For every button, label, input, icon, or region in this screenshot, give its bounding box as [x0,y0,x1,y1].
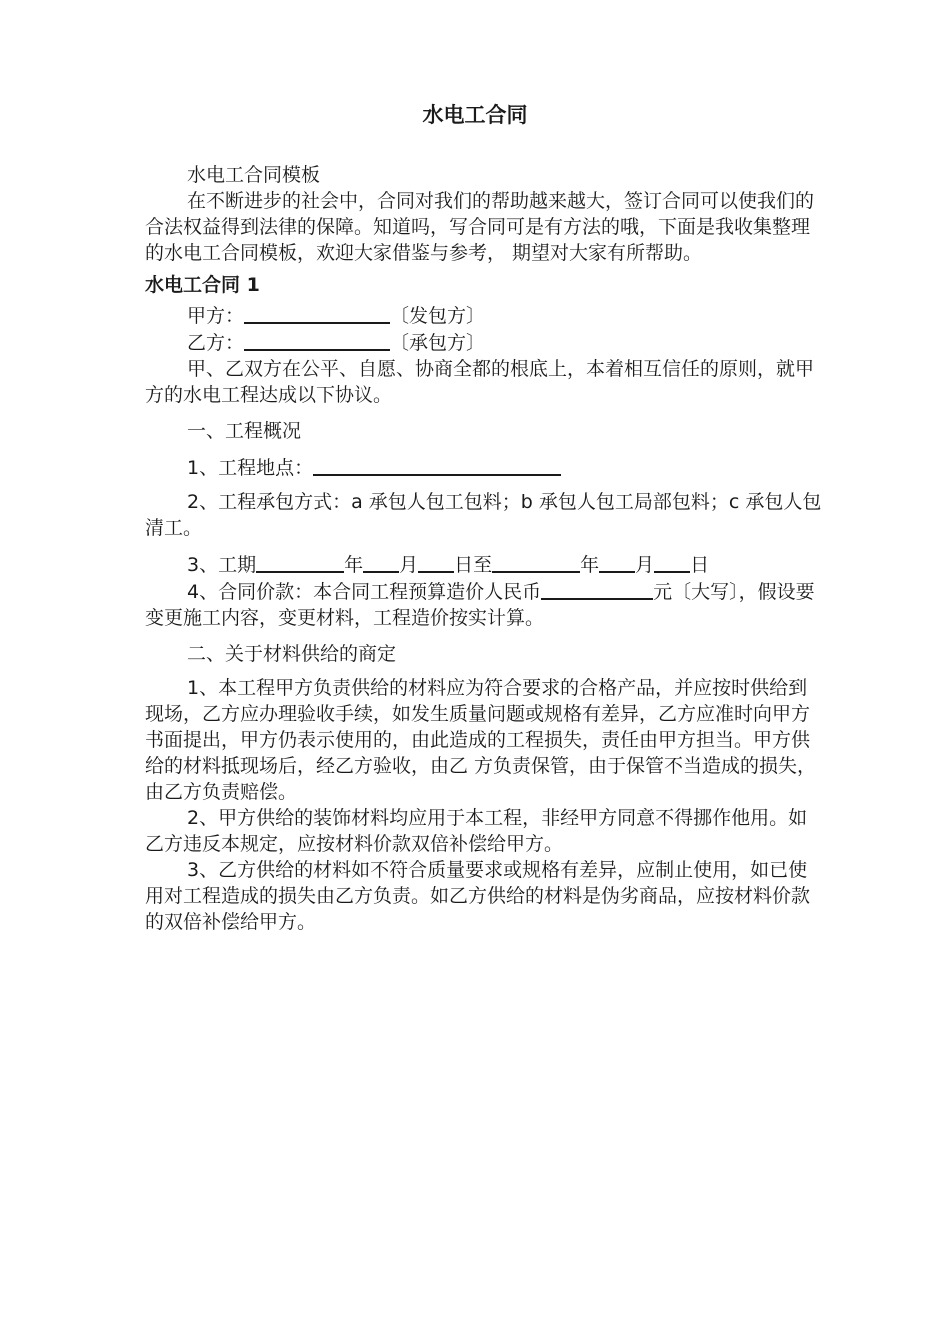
clause-1: 1、本工程甲方负责供给的材料应为符合要求的合格产品，并应按时供给到现场，乙方应办理验收手续，如发生质量问题或规格有差异，乙方应准时向甲方书面提出，甲方仍表示使用的，由此造成的工程损失，责任由甲方担当。甲方供给的材料抵现场后，经乙方验收，由乙 方负责保管，由于保管不当造成的损失，由乙方负责赔偿。 [145,677,817,803]
period-month-text: 月 [399,554,419,576]
period-year-text: 年 [344,554,364,576]
document-body [145,162,825,935]
period-line [145,551,825,578]
end-year-blank [492,551,580,573]
price-blank [541,578,653,600]
preamble-paragraph: 甲、乙双方在公平、自愿、协商全都的根底上，本着相互信任的原则，就甲方的水电工程达成以下协议。 [145,358,815,406]
period-month-text-2: 月 [635,554,655,576]
intro-label: 水电工合同模板 [187,164,321,186]
contract-mode-paragraph: 2、工程承包方式：a 承包人包工包料；b 承包人包工局部包料；c 承包人包清工。 [145,491,822,539]
period-day-to-text: 日至 [454,554,493,576]
clause-2: 2、甲方供给的装饰材料均应用于本工程，非经甲方同意不得挪作他用。如乙方违反本规定，应按材料价款双倍补偿给甲方。 [145,807,808,855]
start-day-blank [418,551,454,573]
end-day-blank [654,551,690,573]
price-label: 4、合同价款：本合同工程预算造价人民币 [187,581,542,603]
site-blank [313,454,561,476]
start-month-blank [363,551,399,573]
site-line [145,454,825,481]
party-a-label: 甲方： [187,305,245,327]
price-paragraph [145,578,825,631]
party-a-blank [244,302,390,324]
end-month-blank [599,551,635,573]
period-year-text-2: 年 [580,554,600,576]
part2-heading: 二、关于材料供给的商定 [187,643,397,665]
party-b-label: 乙方： [187,332,245,354]
part1-heading: 一、工程概况 [187,420,302,442]
document-title: 水电工合同 [422,103,528,127]
site-label: 1、工程地点： [187,457,314,479]
intro-paragraph: 在不断进步的社会中，合同对我们的帮助越来越大，签订合同可以使我们的合法权益得到法律的保障。知道吗，写合同可是有方法的哦，下面是我收集整理的水电工合同模板，欢迎大家借鉴与参考， 期望对大家有所帮助。 [145,190,815,264]
section-heading: 水电工合同 1 [145,274,260,296]
party-a-role: 〔发包方〕 [390,305,486,327]
party-a-line [145,302,825,329]
price-after: 元〔大写〕，假设要变更施工内容，变更材料，工程造价按实计算。 [145,581,815,629]
clause-3: 3、乙方供给的材料如不符合质量要求或规格有差异，应制止使用，如已使用对工程造成的损失由乙方负责。如乙方供给的材料是伪劣商品，应按材料价款的双倍补偿给甲方。 [145,859,811,933]
period-label: 3、工期 [187,554,257,576]
period-day-text: 日 [690,554,710,576]
party-b-role: 〔承包方〕 [390,332,486,354]
party-b-blank [244,329,390,351]
start-year-blank [256,551,344,573]
party-b-line [145,329,825,356]
